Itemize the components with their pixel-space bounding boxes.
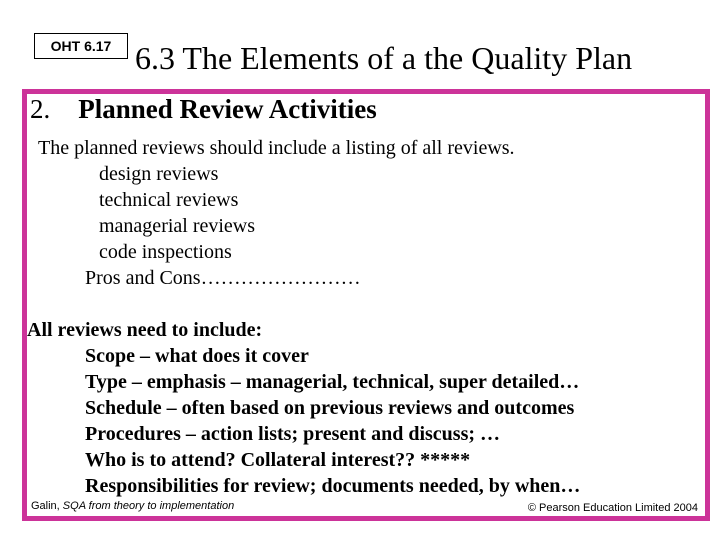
include-item: Scope – what does it cover (85, 345, 309, 367)
include-item: Who is to attend? Collateral interest?? ***** (85, 449, 471, 471)
footer-book-title: SQA from theory to implementation (62, 500, 235, 512)
include-item: Type – emphasis – managerial, technical, super detailed… (85, 371, 580, 393)
footer-citation (31, 499, 234, 513)
review-type-item: design reviews (99, 163, 219, 185)
include-item: Procedures – action lists; present and discuss; … (85, 423, 501, 445)
footer-author: Galin, (31, 500, 63, 512)
slide-number-badge: OHT 6.17 (34, 33, 128, 59)
review-type-item: technical reviews (99, 189, 239, 211)
section-number: 2. (30, 94, 51, 124)
slide-title: 6.3 The Elements of a the Quality Plan (135, 40, 633, 76)
footer-copyright: © Pearson Education Limited 2004 (527, 502, 698, 514)
pros-cons-text: Pros and Cons…………………… (85, 267, 361, 289)
include-heading: All reviews need to include: (27, 319, 263, 341)
include-item: Responsibilities for review; documents needed, by when… (85, 475, 581, 497)
section-heading-text: Planned Review Activities (78, 94, 377, 124)
review-type-item: managerial reviews (99, 215, 256, 237)
include-item: Schedule – often based on previous reviews and outcomes (85, 397, 575, 419)
section-heading (30, 90, 377, 128)
review-type-item: code inspections (99, 241, 232, 263)
intro-text: The planned reviews should include a listing of all reviews. (38, 137, 515, 159)
